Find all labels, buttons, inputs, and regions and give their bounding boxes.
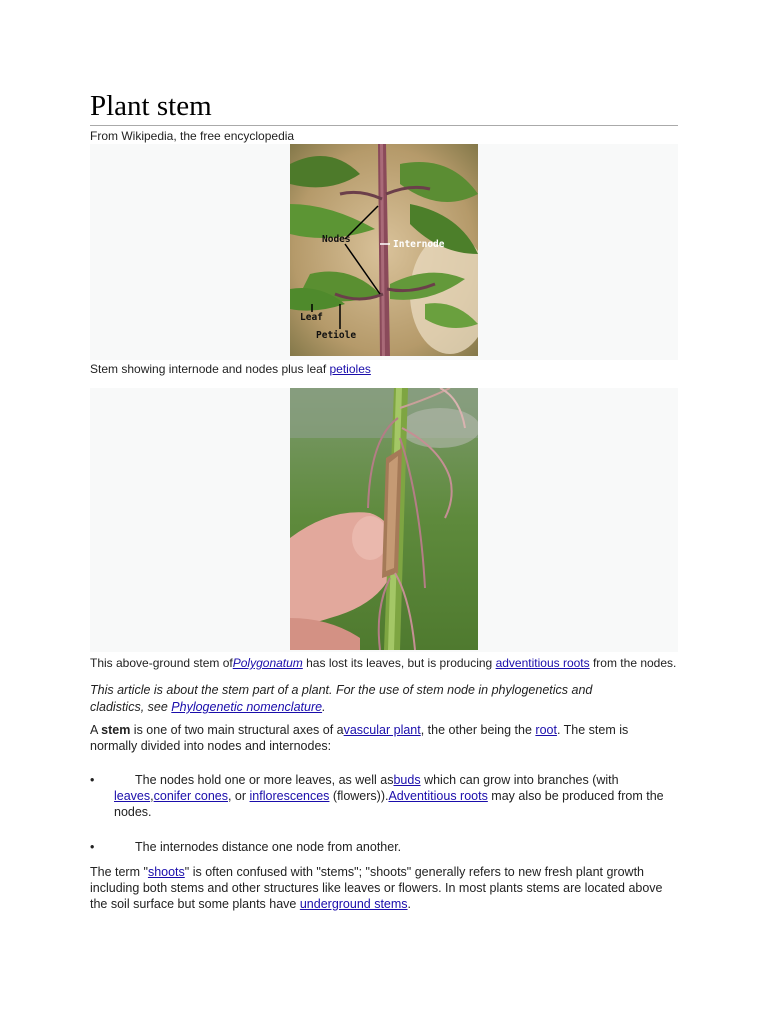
root-link[interactable]: root [535,723,557,737]
petioles-link[interactable]: petioles [329,362,371,376]
title-divider [90,125,678,126]
label-nodes: Nodes [322,234,351,245]
figure2-caption [90,655,676,671]
hatnote [90,682,650,716]
buds-link[interactable]: buds [393,773,421,787]
list-item-text [114,839,678,855]
bold-term: stem [101,723,131,737]
text: . The stem is normally divided into nodes and internodes: [90,723,629,753]
stem-diagram-image[interactable] [290,144,478,356]
text: may also be produced from the nodes. [114,789,664,819]
adventitious-roots-link[interactable]: adventitious roots [495,656,590,670]
phylogenetic-nomenclature-link[interactable]: Phylogenetic nomenclature [171,700,323,714]
conifer-cones-link[interactable]: conifer cones [153,789,228,803]
shoots-paragraph [90,864,670,912]
label-internode: Internode [393,239,445,250]
intro-paragraph [90,722,670,754]
caption-text: from the nodes. [589,656,677,670]
figure-stem-diagram [90,144,678,360]
text: . [407,897,412,911]
caption-text: Stem showing internode and nodes plus leaf [90,362,330,376]
label-leaf: Leaf [300,312,323,323]
figure1-caption [90,361,371,377]
list-item-text [114,772,678,820]
hatnote-text: This article is about the stem part of a plant. For the use of stem node in phylogenetics and cladistics, see [90,683,593,714]
caption-text: has lost its leaves, but is producing [302,656,496,670]
adventitious-roots-link-2[interactable]: Adventitious roots [388,789,488,803]
caption-text: This above-ground stem of [90,656,233,670]
text: which can grow into branches (with [420,773,619,787]
underground-stems-link[interactable]: underground stems [299,897,408,911]
text: " is often confused with "stems"; "shoots" generally refers to new fresh plant growth including both stems and other structures like leaves or flowers. In most plants stems are located above the soil surface but some plants have [90,865,663,911]
text: The internodes distance one node from another. [135,840,402,854]
text: , the other being the [420,723,536,737]
hatnote-end: . [322,700,326,714]
bullet-marker: • [90,773,95,787]
polygonatum-image[interactable] [290,388,478,650]
vascular-plant-link[interactable]: vascular plant [343,723,421,737]
text: , [150,789,154,803]
leaves-link[interactable]: leaves [114,789,151,803]
inflorescences-link[interactable]: inflorescences [249,789,330,803]
text: A [90,723,102,737]
text: is one of two main structural axes of a [130,723,344,737]
tagline: From Wikipedia, the free encyclopedia [90,129,295,143]
text: (flowers)). [329,789,389,803]
text: , or [227,789,250,803]
text: The nodes hold one or more leaves, as well as [135,773,394,787]
figure-polygonatum [90,388,678,652]
bullet-marker: • [90,840,95,854]
shoots-link[interactable]: shoots [147,865,185,879]
text: The term " [90,865,148,879]
polygonatum-link[interactable]: Polygonatum [232,656,303,670]
page-title: Plant stem [90,90,212,122]
label-petiole: Petiole [316,330,357,341]
